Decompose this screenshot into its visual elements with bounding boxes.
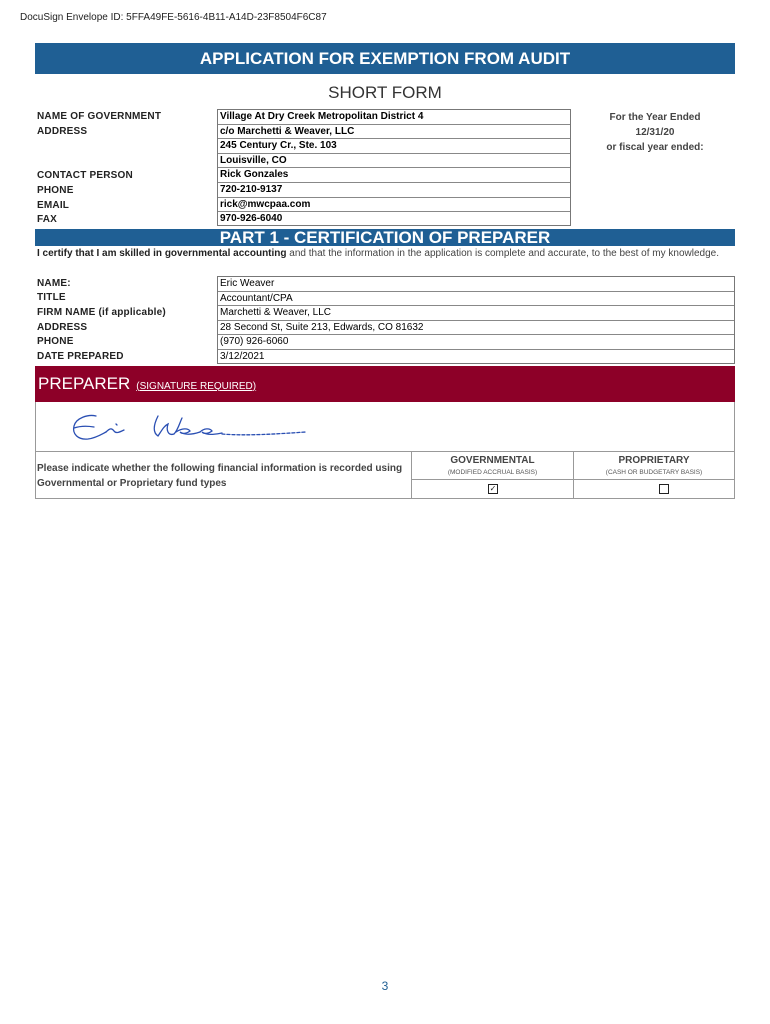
page-number: 3 (381, 979, 389, 993)
envelope-id: DocuSign Envelope ID: 5FFA49FE-5616-4B11-A14D-23F8504F6C87 (20, 12, 327, 23)
preparer-heading: PREPARER (38, 374, 131, 393)
certification-rest: and that the information in the application is complete and accurate, to the best of my knowledge. (286, 248, 719, 259)
fund-type-question: Please indicate whether the following financial information is recorded using Governmental or Proprietary fund types (37, 463, 403, 489)
preparer-signature-bar (35, 366, 735, 402)
fiscal-year-label: or fiscal year ended: (606, 142, 704, 153)
governmental-checkbox[interactable] (488, 484, 498, 494)
part1-title: PART 1 - CERTIFICATION OF PREPARER (219, 228, 551, 247)
preparer-title-field[interactable]: Accountant/CPA (218, 292, 734, 307)
year-ended-value[interactable]: 12/31/20 (635, 127, 675, 138)
label-address: ADDRESS (37, 126, 88, 137)
part1-title-bar (35, 229, 735, 246)
contact-person-field[interactable]: Rick Gonzales (218, 168, 570, 183)
proprietary-column (573, 452, 734, 498)
column-divider (574, 479, 734, 480)
proprietary-heading: PROPRIETARY (618, 455, 690, 466)
label-government-name: NAME OF GOVERNMENT (37, 111, 162, 122)
form-subtitle: SHORT FORM (328, 83, 442, 102)
form-title-bar (35, 43, 735, 74)
label-preparer-title: TITLE (37, 292, 66, 303)
preparer-name-field[interactable]: Eric Weaver (218, 277, 734, 292)
signature-required-note: (SIGNATURE REQUIRED) (136, 380, 257, 392)
proprietary-checkbox[interactable] (659, 484, 669, 494)
signature-image (66, 406, 366, 450)
government-info-box (217, 109, 571, 226)
preparer-phone-field[interactable]: (970) 926-6060 (218, 335, 734, 350)
label-phone: PHONE (37, 185, 74, 196)
address-line-2-field[interactable]: 245 Century Cr., Ste. 103 (218, 139, 570, 154)
governmental-heading: GOVERNMENTAL (450, 455, 535, 466)
label-preparer-address: ADDRESS (37, 322, 88, 333)
email-field[interactable]: rick@mwcpaa.com (218, 198, 570, 213)
fund-type-section (35, 451, 735, 499)
preparer-address-field[interactable]: 28 Second St, Suite 213, Edwards, CO 81632 (218, 321, 734, 336)
phone-field[interactable]: 720-210-9137 (218, 183, 570, 198)
firm-name-field[interactable]: Marchetti & Weaver, LLC (218, 306, 734, 321)
form-title: APPLICATION FOR EXEMPTION FROM AUDIT (199, 48, 571, 68)
label-email: EMAIL (37, 200, 70, 211)
certification-statement (37, 247, 733, 261)
governmental-column (411, 452, 573, 498)
preparer-info-box (217, 276, 735, 364)
proprietary-basis: (CASH OR BUDGETARY BASIS) (605, 469, 703, 476)
government-name-field[interactable]: Village At Dry Creek Metropolitan District 4 (218, 110, 570, 125)
label-preparer-name: NAME: (37, 278, 71, 289)
fax-field[interactable]: 970-926-6040 (220, 213, 283, 225)
year-ended-label: For the Year Ended (609, 112, 701, 123)
signature-field[interactable] (35, 402, 735, 452)
governmental-basis: (MODIFIED ACCRUAL BASIS) (447, 469, 538, 476)
address-line-1-field[interactable]: c/o Marchetti & Weaver, LLC (218, 125, 570, 140)
check-mark-icon: ✓ (489, 484, 497, 493)
label-date-prepared: DATE PREPARED (37, 351, 124, 362)
label-fax: FAX (37, 214, 58, 225)
address-line-3-field[interactable]: Louisville, CO (218, 154, 570, 169)
certification-bold: I certify that I am skilled in governmental accounting (37, 248, 287, 259)
year-ended-block (580, 110, 730, 155)
label-firm-name: FIRM NAME (if applicable) (37, 307, 166, 318)
column-divider (412, 479, 573, 480)
date-prepared-field[interactable]: 3/12/2021 (220, 350, 265, 362)
label-contact-person: CONTACT PERSON (37, 170, 133, 181)
label-preparer-phone: PHONE (37, 336, 74, 347)
